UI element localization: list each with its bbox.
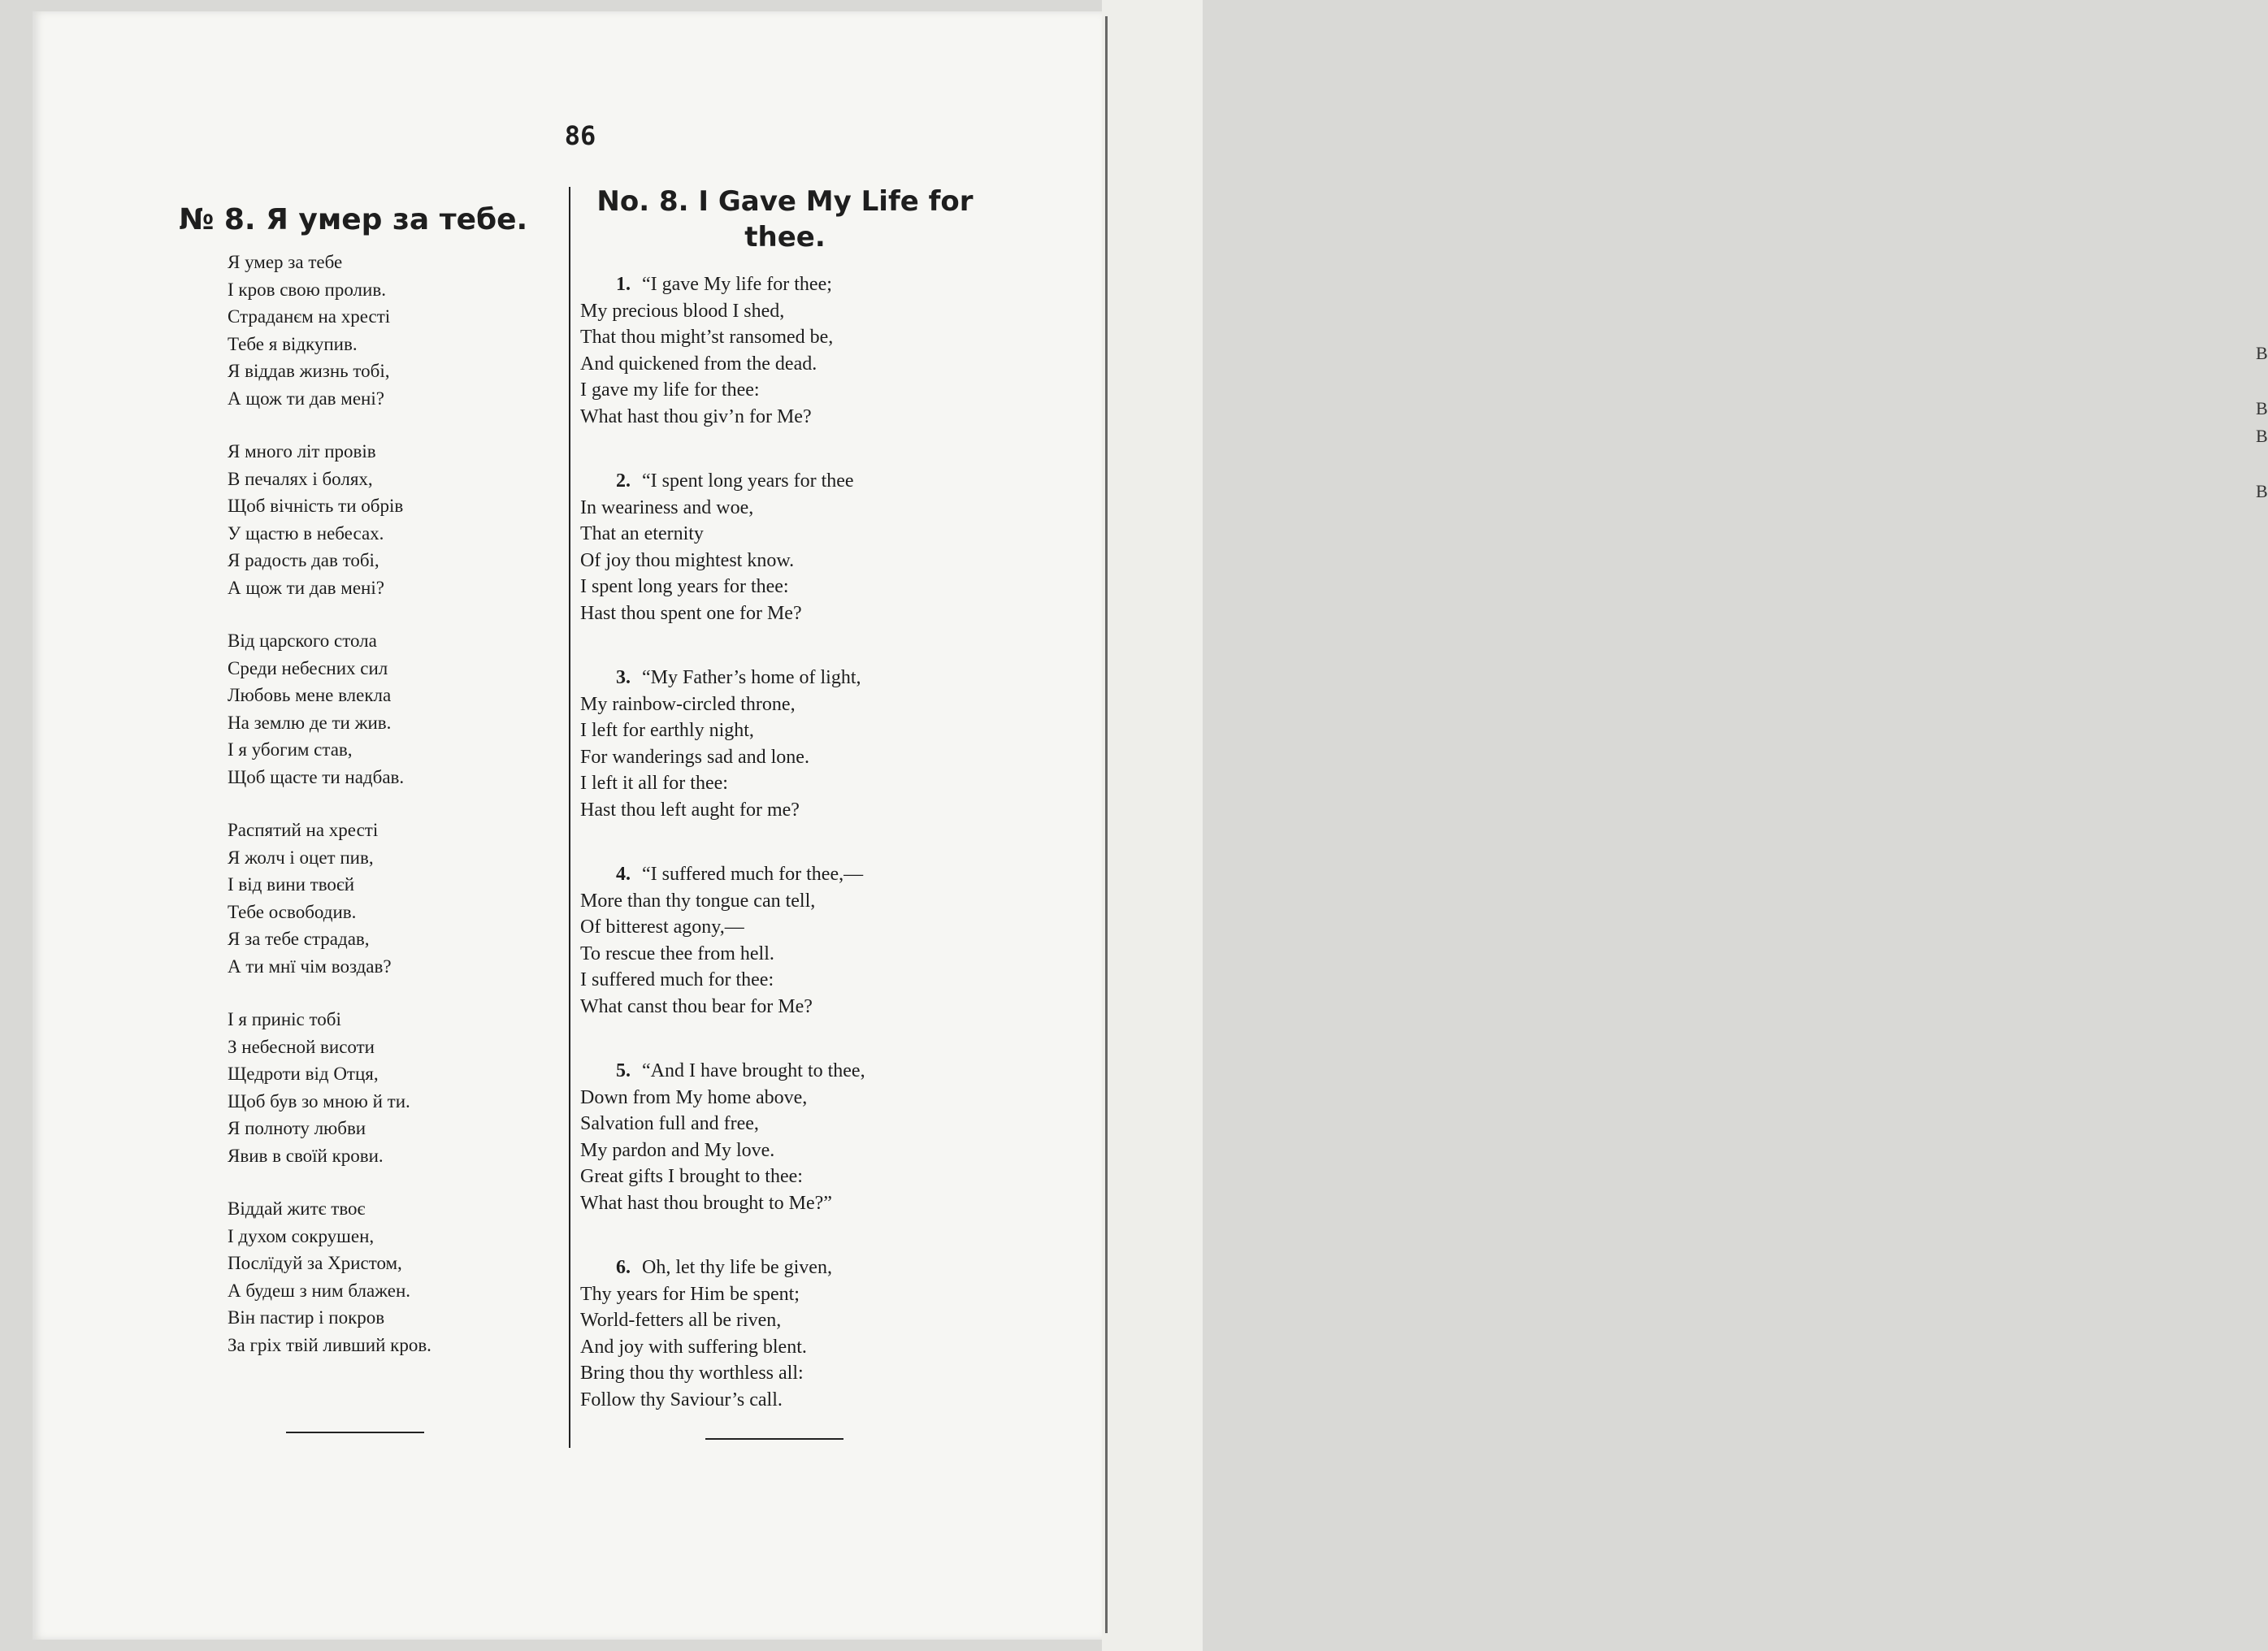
verse-line: В печалях і болях, [228,468,373,489]
facing-page-edge [1102,0,2268,1651]
stanza-number: 5. [616,1060,631,1081]
verse-line: І від вини твоєй [228,874,355,895]
verse-line-text: “I suffered much for thee,— [642,864,864,885]
verse-line [580,1254,990,1281]
stanza-english [580,1058,990,1216]
stanza-ukrainian [228,249,553,412]
verse-line: Від царского стола [228,630,377,651]
verse-line: На землю де ти жив. [228,712,392,733]
end-rule-right [705,1438,843,1440]
facing-page-fragment: В [2256,426,2268,446]
verse-line [580,1058,990,1085]
book-gutter-line [1105,16,1108,1633]
verse-line: Щоб був зо мною й ти. [228,1090,410,1112]
stanza-ukrainian [228,817,553,980]
verse-line: Тебе освободив. [228,901,357,922]
verse-line: Щоб щасте ти надбав. [228,766,405,787]
verse-line: Тебе я відкупив. [228,333,358,354]
verse-line: З небесной висоти [228,1036,375,1057]
verse-line: А будеш з ним блажен. [228,1280,411,1301]
verse-line: Of bitterest agony,— [580,916,744,938]
verse-line: Послїдуй за Христом, [228,1253,402,1273]
verse-line: Of joy thou mightest know. [580,549,795,571]
verse-line [580,665,990,691]
verse-line: Follow thy Saviour’s call. [580,1389,783,1410]
stanza-number: 2. [616,470,631,492]
verse-line [580,861,990,888]
hymn-title-english: No. 8. I Gave My Life for thee. [596,185,974,254]
verse-line: Thy years for Him be spent; [580,1283,800,1305]
verse-line: Щоб вічність ти обрів [228,496,404,516]
verse-line: And joy with suffering blent. [580,1336,807,1358]
verse-line: What hast thou brought to Me?” [580,1192,832,1214]
verse-line: Любовь мене влекла [228,685,392,705]
verse-line: Salvation full and free, [580,1113,759,1134]
verse-line: Страданєм на хресті [228,306,391,327]
end-rule-left [286,1432,424,1433]
verse-line: Hast thou left aught for me? [580,799,800,821]
stanza-english [580,271,990,430]
stanza-ukrainian [228,438,553,601]
ukrainian-verses [228,249,553,1384]
verse-line [580,468,990,495]
verse-line-text: “I gave My life for thee; [642,274,832,295]
verse-line: Я віддав жизнь тобі, [228,361,390,381]
verse-line: I gave my life for thee: [580,379,760,401]
verse-line: А ти мнї чім воздав? [228,956,392,977]
verse-line: Hast thou spent one for Me? [580,602,802,624]
verse-line: Bring thou thy worthless all: [580,1363,804,1384]
verse-line: Я жолч і оцет пив, [228,847,374,868]
verse-line: І духом сокрушен, [228,1225,375,1246]
verse-line: I spent long years for thee: [580,576,789,597]
stanza-number: 6. [616,1257,631,1278]
english-verses [580,271,990,1451]
verse-line: У щастю в небесах. [228,522,384,544]
verse-line: My rainbow-circled throne, [580,693,796,715]
verse-line: What canst thou bear for Me? [580,995,813,1017]
facing-page-fragment: В [2256,343,2268,363]
verse-line: I left for earthly night, [580,720,754,741]
verse-line: Щедроти від Отця, [228,1064,379,1084]
verse-line: My pardon and My love. [580,1139,775,1161]
verse-line: My precious blood I shed, [580,300,785,322]
verse-line: For wanderings sad and lone. [580,746,809,768]
verse-line: А щож ти дав мені? [228,577,384,598]
verse-line-text: “And I have brought to thee, [642,1060,865,1081]
verse-line: Great gifts I brought to thee: [580,1166,803,1187]
verse-line: І я убогим став, [228,739,353,760]
verse-line: More than thy tongue can tell, [580,890,816,912]
verse-line: Я полноту любви [228,1118,366,1138]
stanza-ukrainian [228,1006,553,1169]
verse-line: І я приніс тобі [228,1009,341,1029]
verse-line: Він пастир і покров [228,1307,385,1328]
verse-line: Распятий на хресті [228,820,379,840]
verse-line: And quickened from the dead. [580,353,817,375]
verse-line: I left it all for thee: [580,773,728,794]
verse-line-text: Oh, let thy life be given, [642,1257,832,1278]
verse-line: За гріх твій ливший кров. [228,1334,431,1355]
stanza-number: 3. [616,667,631,688]
page-number: 86 [564,120,596,151]
verse-line: That thou might’st ransomed be, [580,327,834,348]
stanza-english [580,665,990,823]
facing-page-fragment: В [2256,398,2268,418]
hymn-title-ukrainian: № 8. Я умер за тебе. [179,203,528,236]
verse-line: In weariness and woe, [580,496,754,518]
verse-line: Я радость дав тобі, [228,550,379,570]
verse-line: Я умер за тебе [228,252,343,272]
verse-line: А щож ти дав мені? [228,388,384,409]
verse-line: Віддай житє твоє [228,1198,366,1219]
stanza-number: 1. [616,274,631,295]
verse-line [580,271,990,298]
stanza-english [580,468,990,626]
stanza-number: 4. [616,864,631,885]
verse-line: What hast thou giv’n for Me? [580,405,812,427]
stanza-ukrainian [228,627,553,791]
verse-line: I suffered much for thee: [580,969,774,990]
verse-line-text: “I spent long years for thee [642,470,854,492]
stanza-english [580,1254,990,1413]
verse-line: That an eternity [580,523,704,544]
verse-line: Down from My home above, [580,1086,808,1108]
verse-line: Я за тебе страдав, [228,929,370,949]
stanza-ukrainian [228,1195,553,1358]
verse-line: To rescue thee from hell. [580,942,774,964]
verse-line: І кров свою пролив. [228,279,386,300]
verse-line: Среди небесних сил [228,657,388,678]
verse-line-text: “My Father’s home of light, [642,667,861,688]
facing-page-fragment: В [2256,481,2268,501]
verse-line: Я много літ провів [228,441,376,462]
stanza-english [580,861,990,1020]
verse-line: Явив в своїй крови. [228,1145,384,1166]
column-divider [569,187,570,1448]
verse-line: World-fetters all be riven, [580,1310,782,1331]
